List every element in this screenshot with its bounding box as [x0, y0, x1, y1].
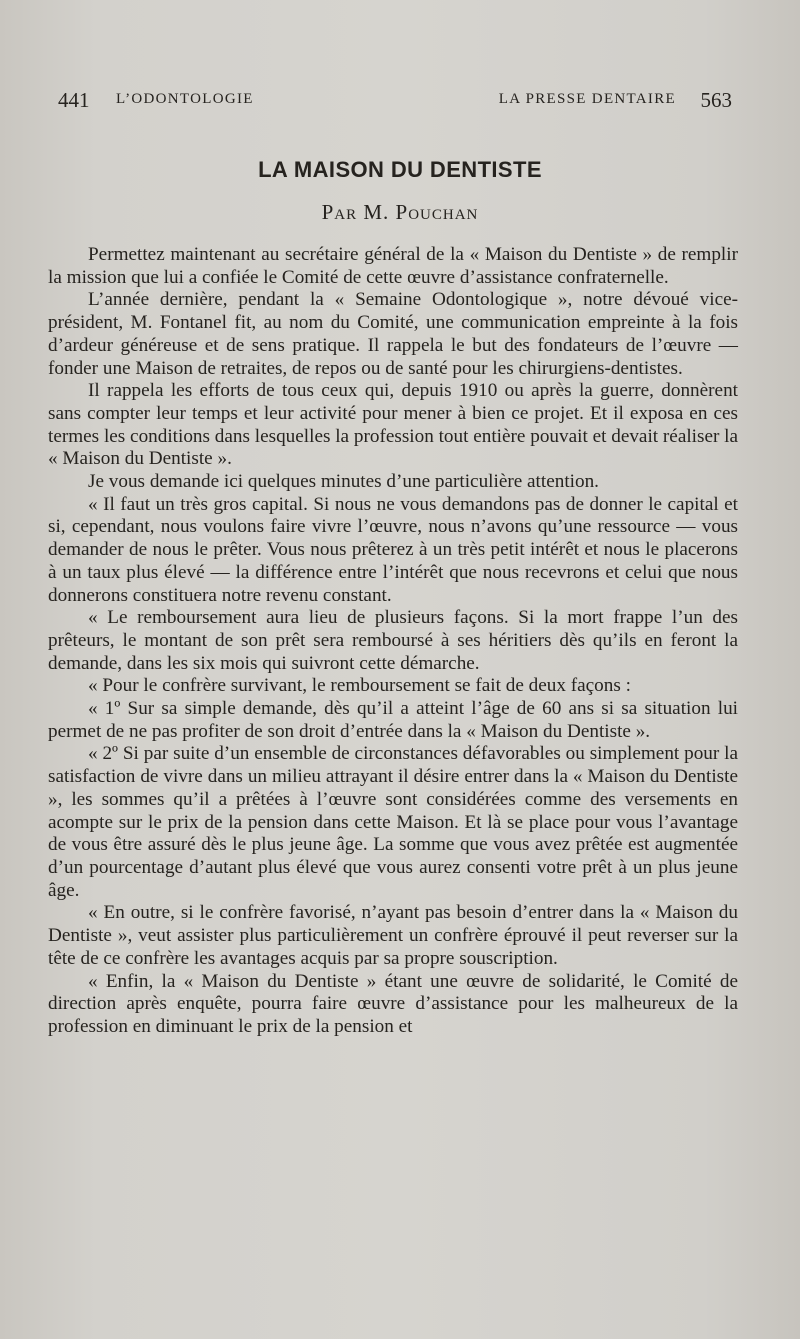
- paragraph: Permettez maintenant au secrétaire général de la « Maison du Dentiste » de remplir la mission que lui a confiée le Comité de cette œuvre d’assistance confraternelle.: [48, 244, 738, 288]
- running-head: [58, 88, 732, 114]
- left-journal-title: L’ODONTOLOGIE: [116, 91, 254, 107]
- right-journal-title: LA PRESSE DENTAIRE: [498, 91, 676, 107]
- paragraph: « Pour le confrère survivant, le remboursement se fait de deux façons :: [88, 675, 631, 697]
- article-byline: Par M. Pouchan: [321, 200, 479, 224]
- left-page-number: 441: [58, 88, 90, 112]
- paragraph: « 2º Si par suite d’un ensemble de circonstances défavorables ou simplement pour la satisfaction de vivre dans un milieu attrayant il désire entrer dans la « Maison du Dentiste », les sommes qu’il a prêtées à l’œuvre sont considérées comme des versements en acompte sur le prix de la pension dans cette Maison. Et là se place pour vous l’avantage de vous être assuré dès le plus jeune âge. La somme que vous avez prêtée est augmentée d’un pourcentage d’autant plus élevé que vous aurez consenti votre prêt à un plus jeune âge.: [48, 743, 738, 901]
- right-page-number: 563: [700, 88, 732, 112]
- paragraph: Je vous demande ici quelques minutes d’une particulière attention.: [88, 471, 599, 493]
- paragraph: L’année dernière, pendant la « Semaine Odontologique », notre dévoué vice-président, M. Fontanel fit, au nom du Comité, une communication empreinte à la fois d’ardeur généreuse et de sens pratique. Il rappela le but des fondateurs de l’œuvre — fonder une Maison de retraites, de repos ou de santé pour les chirurgiens-dentistes.: [48, 289, 738, 379]
- paragraph: « En outre, si le confrère favorisé, n’ayant pas besoin d’entrer dans la « Maison du Dentiste », veut assister plus particulièrement un confrère éprouvé il peut reverser sur la tête de ce confrère les avantages acquis par sa propre souscription.: [48, 902, 738, 969]
- paragraph: « Le remboursement aura lieu de plusieurs façons. Si la mort frappe l’un des prêteurs, le montant de son prêt sera remboursé à ses héritiers dès qu’ils en feront la demande, dans les six mois qui suivront cette démarche.: [48, 607, 738, 674]
- paragraph: « Enfin, la « Maison du Dentiste » étant une œuvre de solidarité, le Comité de direction après enquête, pourra faire œuvre d’assistance pour les malheureux de la profession en diminuant le prix de la pension et: [48, 970, 738, 1037]
- paragraph: « Il faut un très gros capital. Si nous ne vous demandons pas de donner le capital et si, cependant, nous voulons faire vivre l’œuvre, nous n’avons qu’une ressource — vous demander de nous le prêter. Vous nous prêterez à un très petit intérêt et nous le placerons à un taux plus élevé — la différence entre l’intérêt que nous recevrons et celui que nous donnerons constituera notre revenu constant.: [48, 493, 738, 606]
- article-body: [48, 244, 738, 1039]
- article-title: LA MAISON DU DENTISTE: [258, 157, 542, 182]
- paragraph: Il rappela les efforts de tous ceux qui, depuis 1910 ou après la guerre, donnèrent sans compter leur temps et leur activité pour mener à bien ce projet. Et il exposa en ces termes les conditions dans lesquelles la profession tout entière pouvait et devait réaliser la « Maison du Dentiste ».: [48, 380, 739, 470]
- paragraph: « 1º Sur sa simple demande, dès qu’il a atteint l’âge de 60 ans si sa situation lui permet de ne pas profiter de son droit d’entrée dans la « Maison du Dentiste ».: [48, 698, 738, 742]
